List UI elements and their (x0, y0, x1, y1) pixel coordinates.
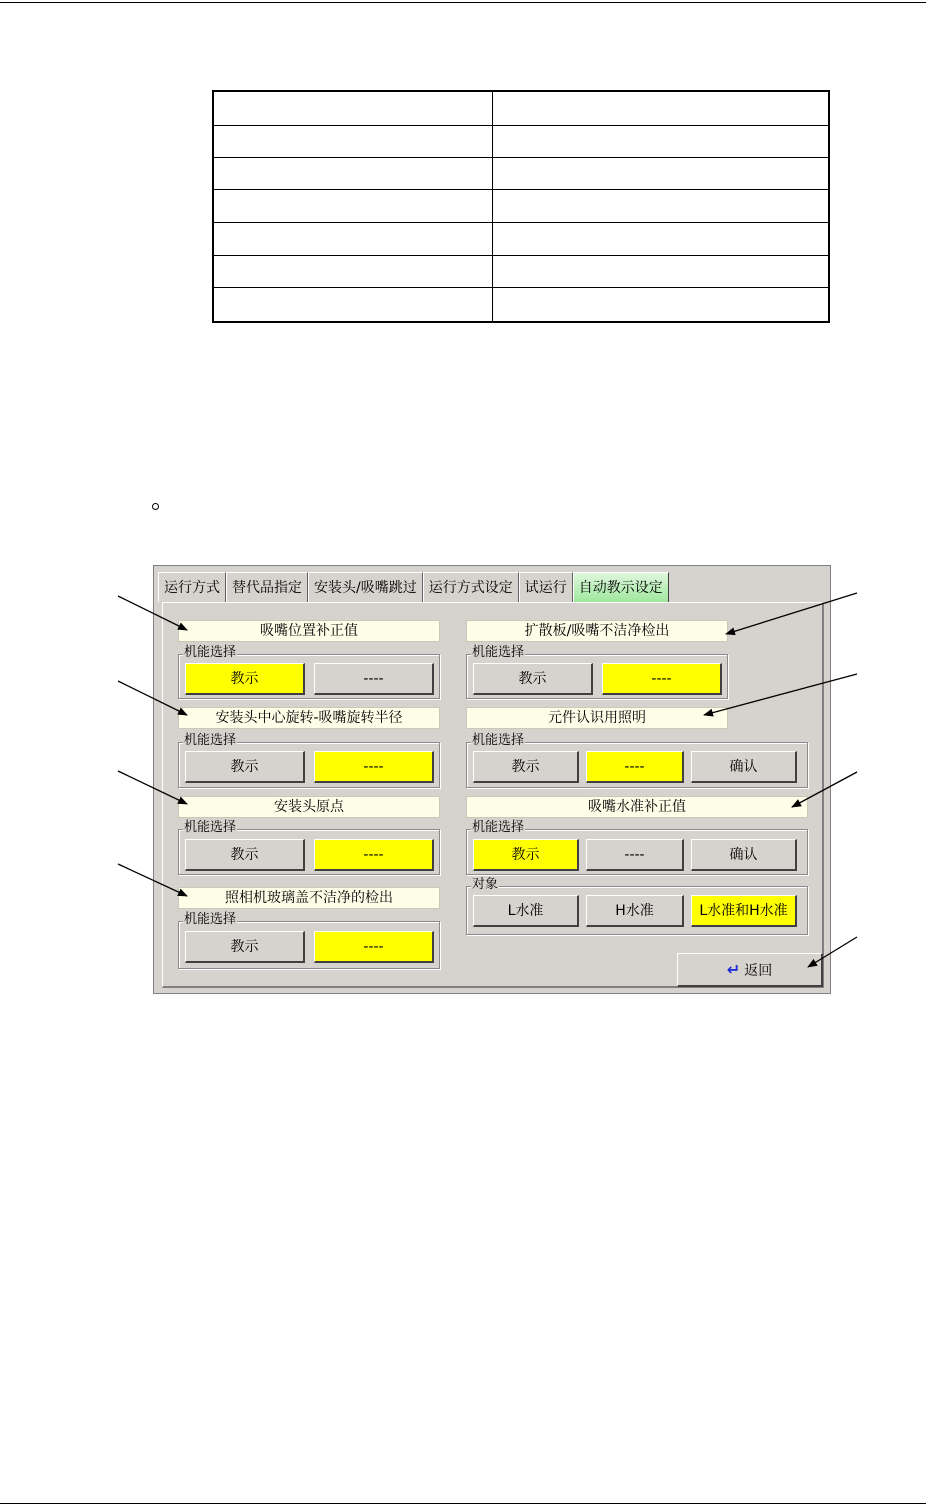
group-label: 机能选择 (472, 820, 525, 835)
return-button[interactable] (677, 953, 823, 987)
table-row (214, 125, 828, 126)
teach-button[interactable]: 教示 (185, 663, 305, 695)
teach-button[interactable]: 教示 (185, 751, 305, 783)
group-label: 机能选择 (184, 820, 237, 835)
table-column-divider (492, 92, 493, 321)
dash-button[interactable]: ---- (314, 931, 434, 963)
table-row (214, 189, 828, 190)
diffuser-nozzle-dirt-title: 扩散板/吸嘴不洁净检出 (466, 620, 728, 642)
head-rotation-radius-title: 安装头中心旋转-吸嘴旋转半径 (178, 707, 440, 729)
group-label: 机能选择 (184, 645, 237, 660)
confirm-button[interactable]: 确认 (691, 751, 797, 783)
function-select-group (178, 912, 440, 969)
return-arrow-icon: ↵ (726, 960, 741, 979)
head-origin-title: 安装头原点 (178, 796, 440, 818)
tab-run-mode-setting[interactable]: 运行方式设定 (423, 572, 519, 602)
tab-substitute[interactable]: 替代品指定 (226, 572, 308, 602)
teach-button[interactable]: 教示 (473, 663, 593, 695)
function-select-group (466, 820, 808, 875)
table-row (214, 255, 828, 256)
dash-button[interactable]: ---- (602, 663, 722, 695)
group-label: 对象 (472, 877, 499, 892)
table-row (214, 157, 828, 158)
tab-content (162, 602, 824, 988)
tab-head-nozzle-skip[interactable]: 安装头/吸嘴跳过 (308, 572, 423, 602)
tab-test-run[interactable]: 试运行 (519, 572, 573, 602)
top-rule (0, 2, 926, 3)
group-label: 机能选择 (184, 912, 237, 927)
function-select-group (466, 645, 728, 699)
teach-button[interactable]: 教示 (185, 839, 305, 871)
nozzle-position-title: 吸嘴位置补正值 (178, 620, 440, 642)
dash-button[interactable]: ---- (314, 839, 434, 871)
bottom-rule (0, 1503, 926, 1504)
function-select-group (178, 820, 440, 875)
nozzle-level-title: 吸嘴水准补正值 (466, 796, 808, 818)
bullet-icon (152, 503, 159, 510)
group-label: 机能选择 (472, 733, 525, 748)
blank-table (212, 90, 830, 323)
group-label: 机能选择 (472, 645, 525, 660)
h-level-button[interactable]: H水准 (586, 895, 684, 927)
table-row (214, 287, 828, 288)
function-select-group (178, 645, 440, 699)
camera-glass-dirt-title: 照相机玻璃盖不洁净的检出 (178, 887, 440, 909)
component-lighting-title: 元件认识用照明 (466, 707, 728, 729)
tab-run-mode[interactable]: 运行方式 (158, 572, 226, 602)
l-level-button[interactable]: L水准 (473, 895, 579, 927)
l-and-h-level-button[interactable]: L水准和H水准 (691, 895, 797, 927)
tab-auto-teach-setting[interactable]: 自动教示设定 (573, 572, 669, 602)
teach-button[interactable]: 教示 (185, 931, 305, 963)
dash-button[interactable]: ---- (314, 663, 434, 695)
function-select-group (466, 733, 808, 788)
confirm-button[interactable]: 确认 (691, 839, 797, 871)
teach-button[interactable]: 教示 (473, 839, 579, 871)
function-select-group (178, 733, 440, 788)
dash-button[interactable]: ---- (314, 751, 434, 783)
table-row (214, 222, 828, 223)
group-label: 机能选择 (184, 733, 237, 748)
return-label: 返回 (744, 963, 773, 979)
dash-button[interactable]: ---- (586, 751, 684, 783)
auto-teach-panel (153, 565, 831, 994)
tab-bar (158, 572, 669, 602)
dash-button[interactable]: ---- (586, 839, 684, 871)
teach-button[interactable]: 教示 (473, 751, 579, 783)
object-group (466, 877, 808, 935)
